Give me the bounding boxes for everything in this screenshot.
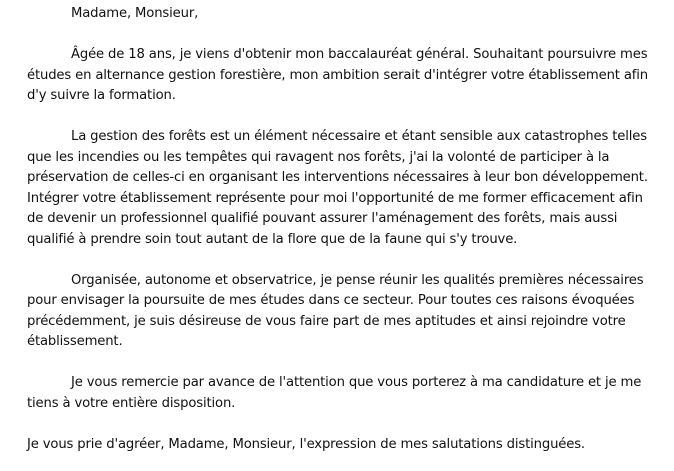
paragraph-motivation: La gestion des forêts est un élément nécessaire et étant sensible aux catastrophes telles que les incendies ou les tempêtes qui ravagent nos forêts, j'ai la volonté de participer à la préservation de celles-ci en organisant les interventions nécessaires à leur bon développement. Intégrer votre établissement représente pour moi l'opportunité de me former efficacement afin de devenir un professionnel qualifié pouvant assurer l'aménagement des forêts, mais aussi qualifié à prendre soin tout autant de la flore que de la faune qui s'y trouve. (27, 129, 648, 247)
paragraph-qualities: Organisée, autonome et observatrice, je pense réunir les qualités premières nécessaires pour envisager la poursuite de mes études dans ce secteur. Pour toutes ces raisons évoquées précédemment, je suis désireuse de vous faire part de mes aptitudes et ainsi rejoindre votre établissement. (27, 272, 644, 349)
letter-salutation: Madame, Monsieur, (71, 6, 199, 21)
paragraph-thanks: Je vous remercie par avance de l'attention que vous porterez à ma candidature et je me tiens à votre entière disposition. (27, 375, 642, 411)
paragraph-introduction: Âgée de 18 ans, je viens d'obtenir mon baccalauréat général. Souhaitant poursuivre mes études en alternance gestion forestière, mon ambition serait d'intégrer votre établissement afin d'y suivre la formation. (27, 47, 648, 103)
letter-closing: Je vous prie d'agréer, Madame, Monsieur, l'expression de mes salutations distinguées. (27, 436, 585, 452)
cover-letter (27, 4, 657, 455)
